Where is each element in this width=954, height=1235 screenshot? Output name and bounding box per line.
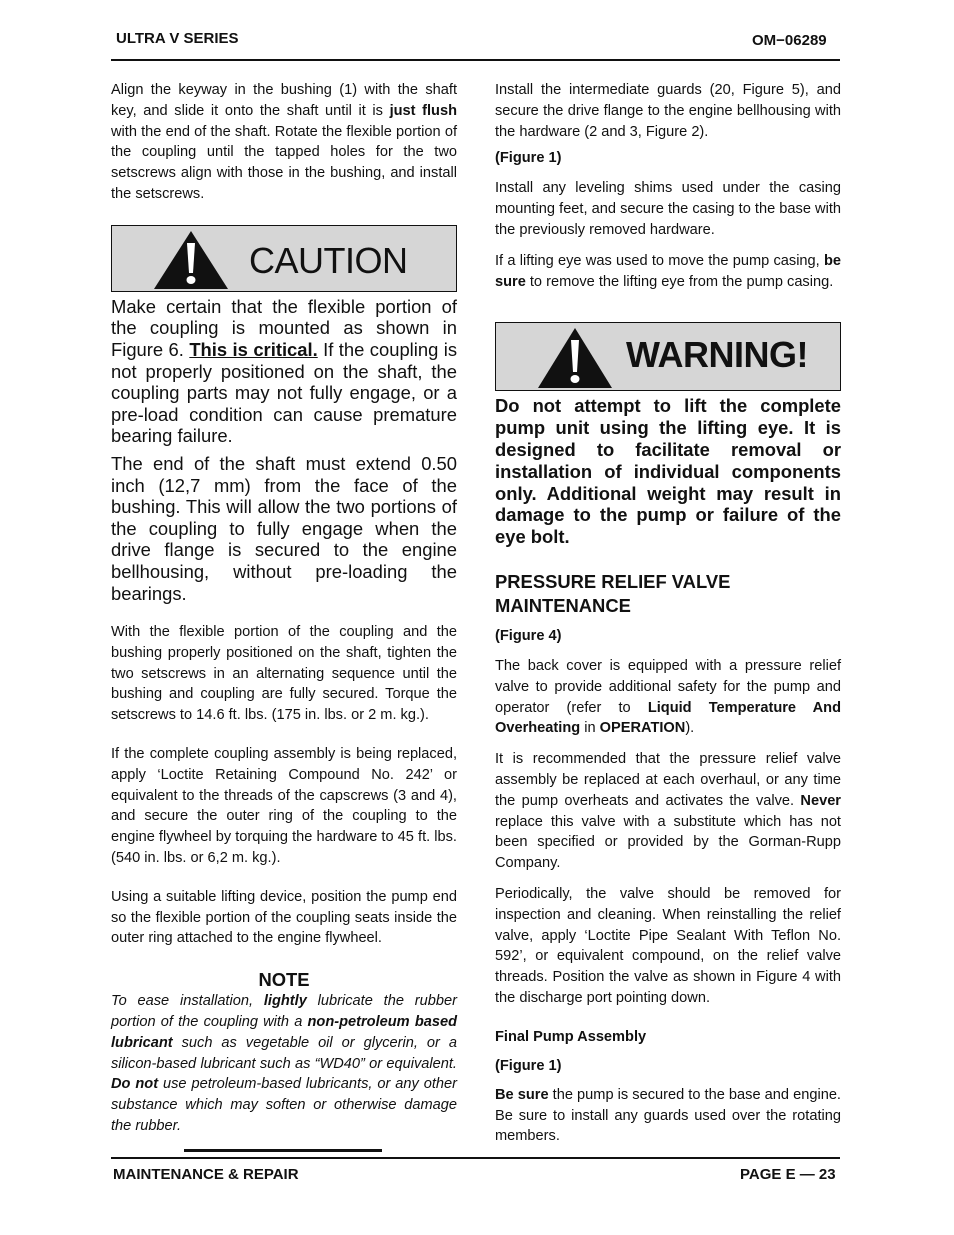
header-rule	[111, 59, 840, 61]
paragraph-lifting-device: Using a suitable lifting device, position the pump end so the flexible portion of the coupling seats inside the outer ring attached to the engine flywheel.	[111, 888, 457, 947]
paragraph-lifting-eye: If a lifting eye was used to move the pump casing, be sure to remove the lifting eye from the pump casing.	[495, 252, 841, 290]
header-series: ULTRA V SERIES	[116, 30, 239, 47]
right-column	[495, 80, 841, 1147]
note-title: NOTE	[258, 969, 310, 991]
paragraph-leveling-shims: Install any leveling shims used under the casing mounting feet, and secure the casing to the base with the previously removed hardware.	[495, 180, 841, 238]
paragraph-inspection: Periodically, the valve should be removed for inspection and cleaning. When reinstalling the relief valve, apply ‘Loctite Pipe Sealant With Teflon No. 592’, or equivalent compound, on the relief valve threads. Position the valve as shown in Figure 4 with the discharge port pointing down.	[495, 885, 841, 1006]
subsection-title: Final Pump Assembly	[495, 1028, 647, 1045]
caution-text-shaft: The end of the shaft must extend 0.50 inch (12,7 mm) from the face of the bushing. This will allow the two portions of the coupling to fully engage when the drive flange is secured to the engine bellhousing, without pre-loading the bearings.	[111, 452, 457, 604]
paragraph-setscrews: With the flexible portion of the coupling and the bushing properly positioned on the shaft, tighten the two setscrews in an alternating sequence until the bushing and coupling are fully secured. Torque the setscrews to 14.6 ft. lbs. (175 in. lbs. or 2 m. kg.).	[111, 624, 457, 724]
warning-text: Do not attempt to lift the complete pump unit using the lifting eye. It is designed to facilitate removal or installation of individual components only. Additional weight may result in damage to the pump or failure of the eye bolt.	[495, 395, 841, 548]
paragraph-final-assembly: Be sure the pump is secured to the base and engine. Be sure to install any guards used over the rotating members.	[495, 1086, 841, 1145]
footer-page-number: PAGE E — 23	[740, 1166, 836, 1183]
paragraph-coupling-replace: If the complete coupling assembly is being replaced, apply ‘Loctite Retaining Compound No. 242’ or equivalent to the threads of the capscrews (3 and 4), and secure the outer ring of the coupling to the engine flywheel by torquing the hardware to 45 ft. lbs. (540 in. lbs. or 6,2 m. kg.).	[111, 746, 457, 867]
section-title: PRESSURE RELIEF VALVE MAINTENANCE	[495, 570, 731, 616]
caution-text-coupling: Make certain that the flexible portion of the coupling is mounted as shown in Figure 6. This is critical. If the coupling is not properly positioned on the shaft, the coupling parts may not fully engage, or a pre-load condition can cause premature bearing failure.	[111, 295, 458, 447]
note-end-rule	[184, 1149, 382, 1152]
note-text: To ease installation, lightly lubricate the rubber portion of the coupling with a non-petroleum based lubricant such as vegetable oil or glycerin, or a silicon-based lubricant such as “WD40” or equivalent. Do not use petroleum-based lubricants, or any other substance which may soften or otherwise damage the rubber.	[111, 993, 457, 1135]
paragraph-intermediate-guards: Install the intermediate guards (20, Figure 5), and secure the drive flange to the engine bellhousing with the hardware (2 and 3, Figure 2).	[495, 82, 841, 140]
left-column	[111, 80, 457, 1152]
paragraph-align-keyway: Align the keyway in the bushing (1) with the shaft key, and slide it onto the shaft until it is just flush with the end of the shaft. Rotate the flexible portion of the coupling until the tapped holes for the two setscrews align with those in the bushing, and install the setscrews.	[111, 82, 457, 202]
figure-ref: (Figure 1)	[495, 1057, 562, 1074]
caution-label: CAUTION	[249, 239, 408, 281]
paragraph-replace-valve: It is recommended that the pressure relief valve assembly be replaced at each overhaul, or any time the pump overheats and activates the valve. Never replace this valve with a substitute which has not been specified or provided by the Gorman-Rupp Company.	[495, 751, 841, 872]
warning-label: WARNING!	[626, 334, 808, 376]
warning-triangle-icon	[536, 326, 614, 390]
footer-section: MAINTENANCE & REPAIR	[113, 1166, 299, 1183]
figure-ref: (Figure 1)	[495, 150, 562, 167]
paragraph-back-cover: The back cover is equipped with a pressure relief valve to provide additional safety for the pump and operator (refer to Liquid Temperature And Overheating in OPERATION).	[495, 657, 841, 737]
caution-box	[111, 225, 457, 292]
warning-box	[495, 322, 841, 391]
footer-rule	[111, 1157, 840, 1159]
figure-ref: (Figure 4)	[495, 627, 562, 644]
header-doc-number: OM−06289	[752, 32, 827, 49]
warning-triangle-icon	[152, 229, 230, 291]
